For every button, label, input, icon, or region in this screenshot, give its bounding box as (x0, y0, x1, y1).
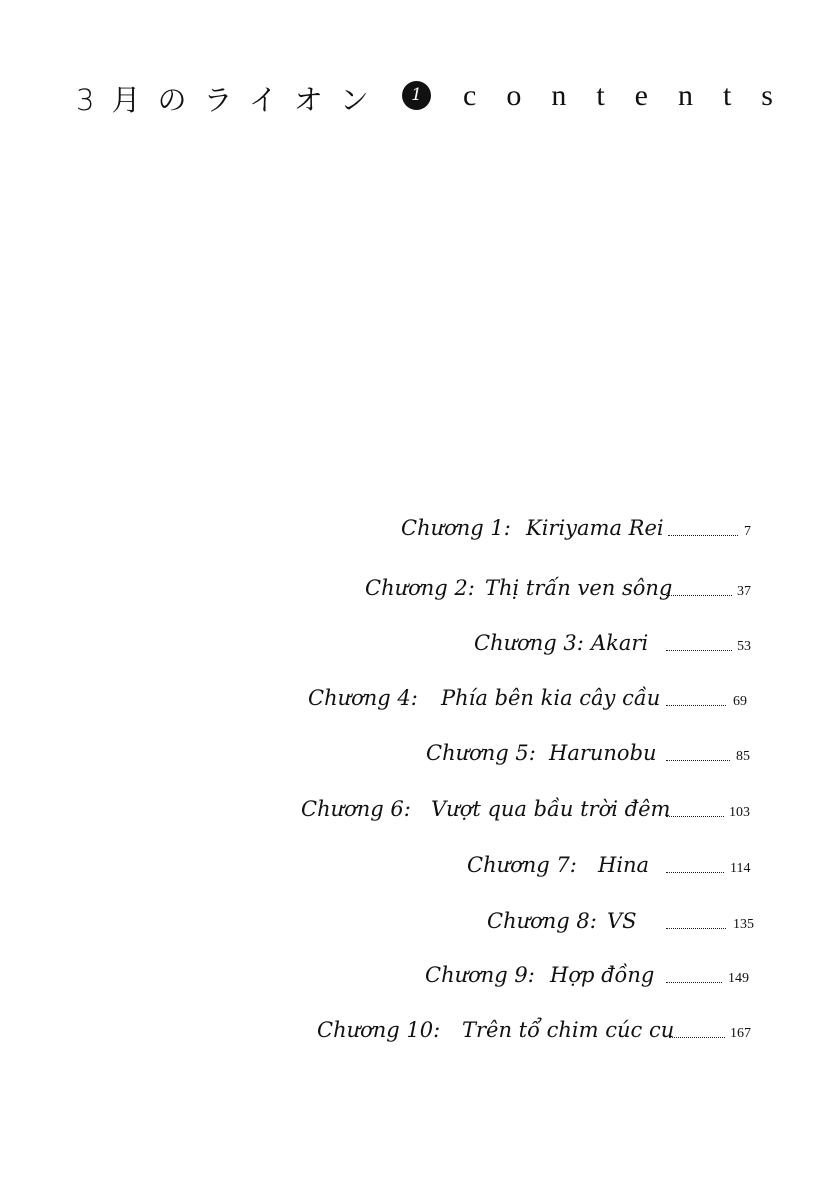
chapter-label: Chương 9: (425, 963, 535, 987)
toc-entry-2[interactable] (0, 576, 833, 606)
toc-entry-4[interactable] (0, 686, 833, 716)
page-number: 135 (733, 917, 754, 932)
chapter-title: Harunobu (549, 741, 657, 765)
dot-leader (666, 595, 732, 596)
page-number: 53 (737, 639, 751, 654)
page-number: 85 (736, 749, 750, 764)
chapter-title: Vượt qua bầu trời đêm (431, 797, 671, 821)
chapter-label: Chương 1: (401, 516, 511, 540)
toc-entry-7[interactable] (0, 853, 833, 883)
chapter-label: Chương 7: (467, 853, 577, 877)
chapter-label: Chương 6: (301, 797, 411, 821)
dot-leader (666, 982, 722, 983)
dot-leader (666, 650, 732, 651)
dot-leader (666, 816, 724, 817)
toc-entry-10[interactable] (0, 1018, 833, 1048)
dot-leader (666, 928, 726, 929)
page-number: 114 (730, 861, 751, 876)
contents-heading: contents (463, 79, 803, 112)
toc-entry-9[interactable] (0, 963, 833, 993)
chapter-title: Phía bên kia cây cầu (441, 686, 661, 710)
chapter-title: Trên tổ chim cúc cu (462, 1018, 675, 1042)
toc-entry-3[interactable] (0, 631, 833, 661)
chapter-title: Thị trấn ven sông (485, 576, 673, 600)
dot-leader (666, 872, 724, 873)
chapter-title: VS (607, 909, 637, 933)
toc-entry-8[interactable] (0, 909, 833, 939)
chapter-label: Chương 3: (474, 631, 584, 655)
chapter-title: Akari (591, 631, 649, 655)
chapter-title: Hợp đồng (550, 963, 655, 987)
page-number: 37 (737, 584, 751, 599)
dot-leader (666, 705, 726, 706)
toc-entry-1[interactable] (0, 516, 833, 546)
chapter-label: Chương 2: (365, 576, 475, 600)
page-number: 149 (728, 971, 749, 986)
page-number: 167 (730, 1026, 751, 1041)
chapter-label: Chương 10: (317, 1018, 441, 1042)
toc-entry-5[interactable] (0, 741, 833, 771)
chapter-label: Chương 4: (308, 686, 418, 710)
toc-entry-6[interactable] (0, 797, 833, 827)
series-title: 3月のライオン (76, 83, 386, 117)
volume-badge: 1 (402, 81, 431, 110)
dot-leader (668, 535, 738, 536)
page-number: 103 (729, 805, 750, 820)
chapter-label: Chương 5: (426, 741, 536, 765)
chapter-title: Hina (598, 853, 650, 877)
chapter-title: Kiriyama Rei (526, 516, 664, 540)
chapter-label: Chương 8: (487, 909, 597, 933)
page-number: 7 (744, 524, 751, 539)
dot-leader (666, 760, 730, 761)
dot-leader (669, 1037, 725, 1038)
page-number: 69 (733, 694, 747, 709)
